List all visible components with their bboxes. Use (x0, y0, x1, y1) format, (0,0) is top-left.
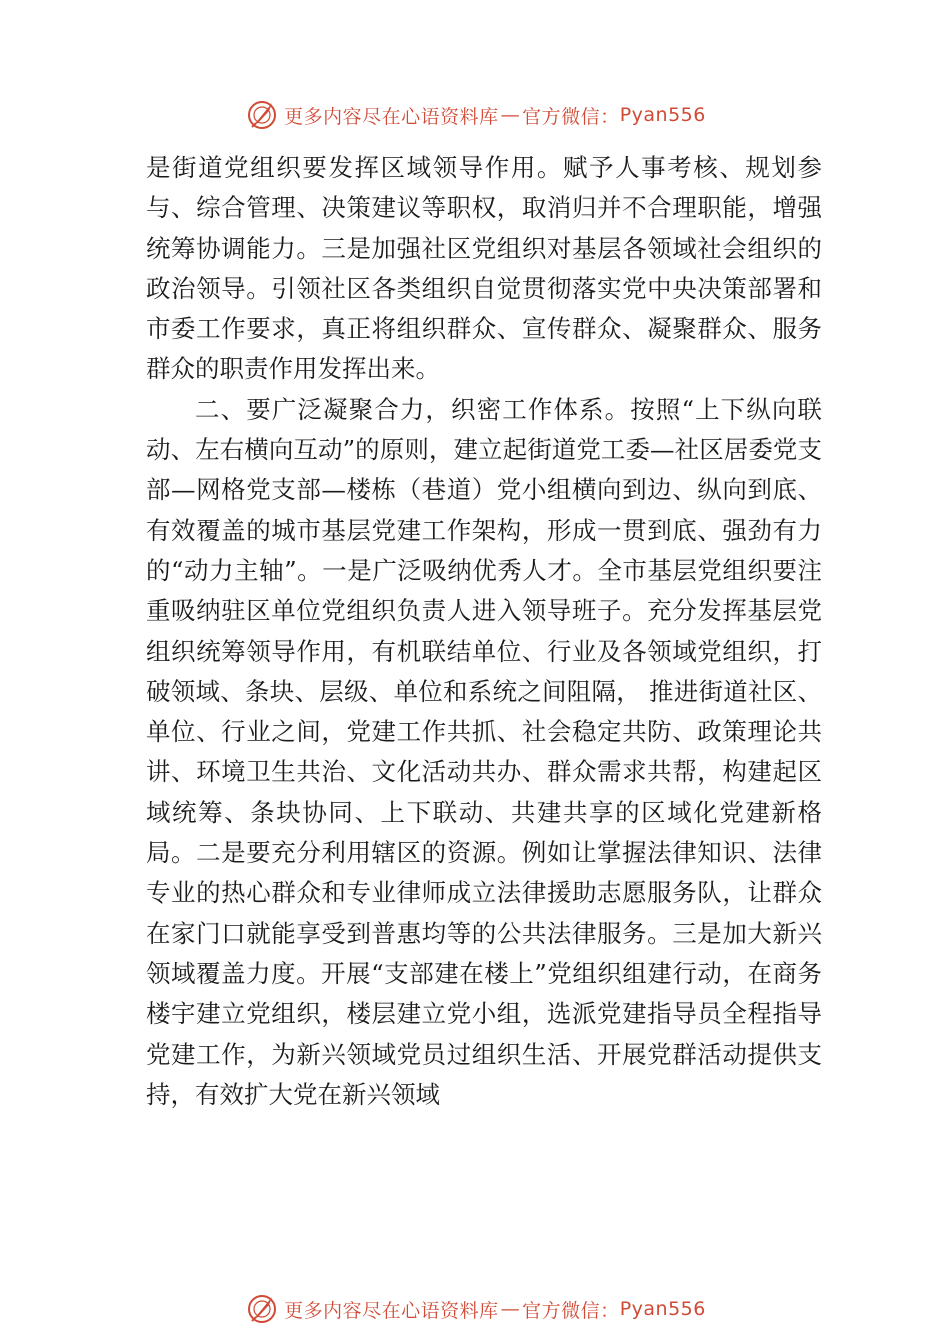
header-banner-content (244, 97, 706, 133)
footer-banner-content (244, 1291, 706, 1327)
header-account-id: Pyan556 (619, 104, 706, 126)
header-banner (0, 95, 950, 135)
header-official-label: 官方微信： (522, 105, 620, 128)
footer-account-id: Pyan556 (619, 1298, 706, 1320)
document-body (146, 148, 822, 1115)
header-brand-text: 更多内容尽在心语资料库 (284, 105, 499, 128)
paragraph-continuation: 是街道党组织要发挥区域领导作用。赋予人事考核、规划参与、综合管理、决策建议等职权，取消归并不合理职能，增强统筹协调能力。三是加强社区党组织对基层各领域社会组织的政治领导。引领社区各类组织自觉贯彻落实党中央决策部署和市委工作要求，真正将组织群众、宣传群众、凝聚群众、服务群众的职责作用发挥出来。 (146, 153, 822, 384)
footer-banner (0, 1289, 950, 1329)
quill-seal-icon (244, 97, 280, 133)
quill-seal-icon (244, 1291, 280, 1327)
footer-separator: — (500, 1298, 521, 1320)
footer-brand-text: 更多内容尽在心语资料库 (284, 1299, 499, 1322)
footer-official-label: 官方微信： (522, 1299, 620, 1322)
header-separator: — (500, 104, 521, 126)
paragraph-section-two: 二、要广泛凝聚合力，织密工作体系。按照“上下纵向联动、左右横向互动”的原则，建立起街道党工委—社区居委党支部—网格党支部—楼栋（巷道）党小组横向到边、纵向到底、有效覆盖的城市基层党建工作架构，形成一贯到底、强劲有力的“动力主轴”。一是广泛吸纳优秀人才。全市基层党组织要注重吸纳驻区单位党组织负责人进入领导班子。充分发挥基层党组织统筹领导作用，有机联结单位、行业及各领域党组织，打破领域、条块、层级、单位和系统之间阻隔， 推进街道社区、单位、行业之间，党建工作共抓、社会稳定共防、政策理论共讲、环境卫生共治、文化活动共办、群众需求共帮，构建起区域统筹、条块协同、上下联动、共建共享的区域化党建新格局。二是要充分利用辖区的资源。例如让掌握法律知识、法律专业的热心群众和专业律师成立法律援助志愿服务队，让群众在家门口就能享受到普惠均等的公共法律服务。三是加大新兴领域覆盖力度。开展“支部建在楼上”党组织组建行动，在商务楼宇建立党组织，楼层建立党小组，选派党建指导员全程指导党建工作，为新兴领域党员过组织生活、开展党群活动提供支持，有效扩大党在新兴领域 (146, 394, 822, 1109)
